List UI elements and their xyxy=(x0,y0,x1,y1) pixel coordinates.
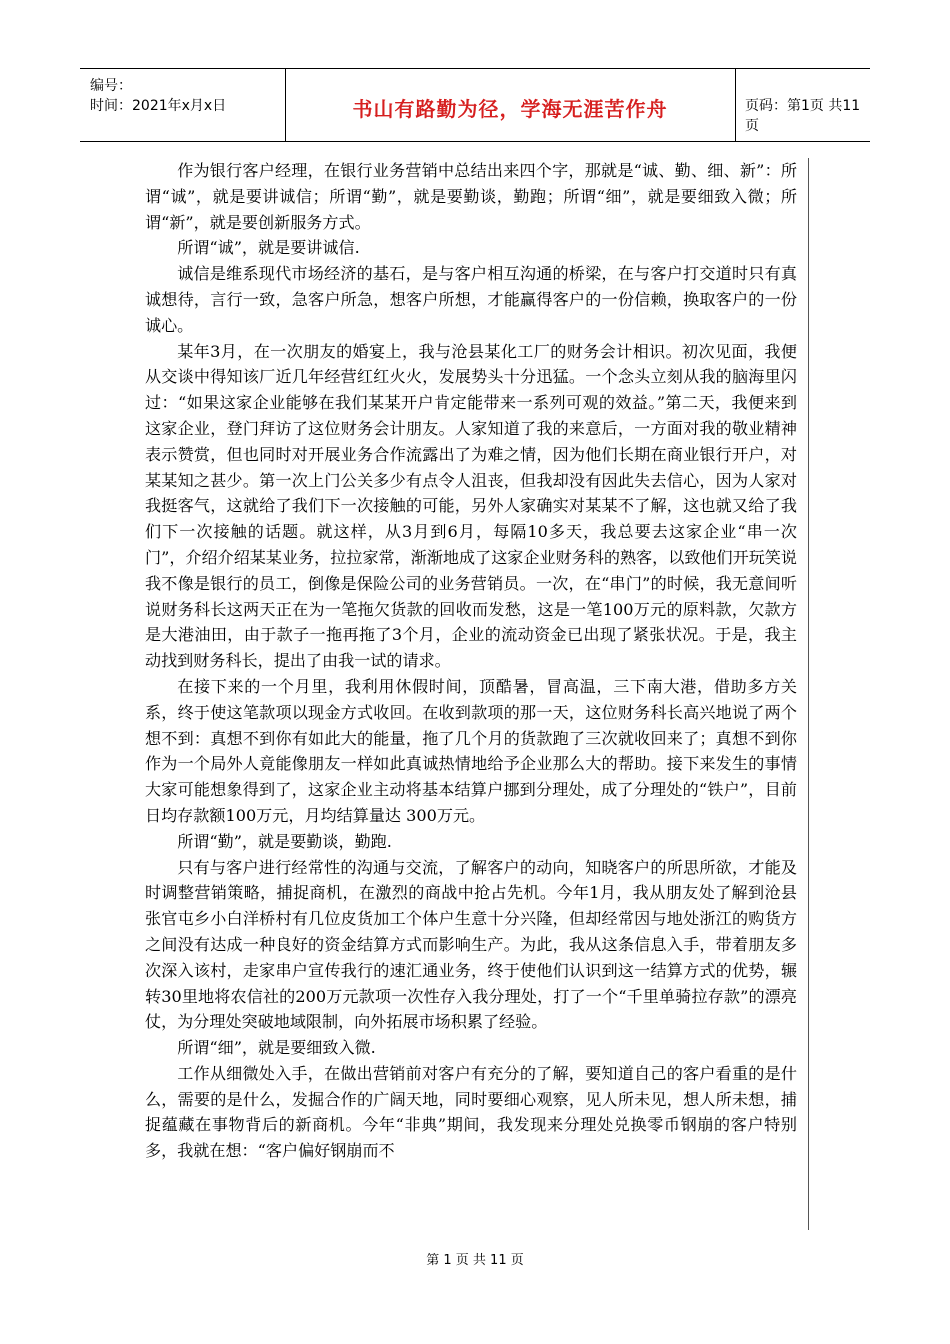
date-line: 时间：2021年x月x日 xyxy=(90,98,227,114)
page-info: 页码：第1页 共11页 xyxy=(745,98,861,134)
paragraph: 只有与客户进行经常性的沟通与交流，了解客户的动向，知晓客户的所思所欲，才能及时调整营销策略，捕捉商机，在激烈的商战中抢占先机。今年1月，我从朋友处了解到沧县张官屯乡小白洋桥村有几位皮货加工个体户生意十分兴隆，但却经常因与地处浙江的购货方之间没有达成一种良好的资金结算方式而影响生产。为此，我从这条信息入手，带着朋友多次深入该村，走家串户宣传我行的速汇通业务，终于使他们认识到这一结算方式的优势，辗转30里地将农信社的200万元款项一次性存入我分理处，打了一个“千里单骑拉存款”的漂亮仗，为分理处突破地域限制，向外拓展市场积累了经验。 xyxy=(145,857,797,1032)
paragraph: 作为银行客户经理，在银行业务营销中总结出来四个字，那就是“诚、勤、细、新”：所谓“诚”，就是要讲诚信；所谓“勤”，就是要勤谈，勤跑；所谓“细”，就是要细致入微；所谓“新”，就是要创新服务方式。 xyxy=(145,161,797,232)
section-heading: 所谓“细”，就是要细致入微. xyxy=(177,1038,376,1058)
paragraph: 工作从细微处入手，在做出营销前对客户有充分的了解，要知道自己的客户看重的是什么，需要的是什么，发掘合作的广阔天地，同时要细心观察，见人所未见，想人所未想，捕捉蕴藏在事物背后的新商机。今年“非典”期间，我发现来分理处兑换零币钢崩的客户特别多，我就在想：“客户偏好钢崩而不 xyxy=(145,1063,797,1161)
document-body xyxy=(145,158,797,1164)
number-label: 编号： xyxy=(90,78,132,94)
header-table xyxy=(80,68,870,142)
header-motto-cell xyxy=(285,69,736,141)
paragraph: 某年3月，在一次朋友的婚宴上，我与沧县某化工厂的财务会计相识。初次见面，我便从交谈中得知该厂近几年经营红红火火，发展势头十分迅猛。一个念头立刻从我的脑海里闪过：“如果这家企业能够在我们某某开户肯定能带来一系列可观的效益。”第二天，我便来到这家企业，登门拜访了这位财务会计朋友。人家知道了我的来意后，一方面对我的敬业精神表示赞赏，但也同时对开展业务合作流露出了为难之情，因为他们长期在商业银行开户，对某某知之甚少。第一次上门公关多少有点令人沮丧，但我却没有因此失去信心，因为人家对我挺客气，这就给了我们下一次接触的可能，另外人家确实对某某不了解，这也就又给了我们下一次接触的话题。就这样，从3月到6月，每隔10多天，我总要去这家企业“串一次门”，介绍介绍某某业务，拉拉家常，渐渐地成了这家企业财务科的熟客，以致他们开玩笑说我不像是银行的员工，倒像是保险公司的业务营销员。一次，在“串门”的时候，我无意间听说财务科长这两天正在为一笔拖欠货款的回收而发愁，这是一笔100万元的原料款，欠款方是大港油田，由于款子一拖再拖了3个月，企业的流动资金已出现了紧张状况。于是，我主动找到财务科长，提出了由我一试的请求。 xyxy=(145,341,797,671)
paragraph: 诚信是维系现代市场经济的基石，是与客户相互沟通的桥梁，在与客户打交道时只有真诚想待，言行一致，急客户所急，想客户所想，才能赢得客户的一份信赖，换取客户的一份诚心。 xyxy=(145,264,797,335)
paragraph: 在接下来的一个月里，我利用休假时间，顶酷暑，冒高温，三下南大港，借助多方关系，终于使这笔款项以现金方式收回。在收到款项的那一天，这位财务科长高兴地说了两个想不到：真想不到你有如此大的能量，拖了几个月的货款跑了三次就收回来了；真想不到你作为一个局外人竟能像朋友一样如此真诚热情地给予企业那么大的帮助。接下来发生的事情大家可能想象得到了，这家企业主动将基本结算户挪到分理处，成了分理处的“铁户”，目前日均存款额100万元，月均结算量达 300万元。 xyxy=(145,676,797,825)
header-meta-cell xyxy=(80,69,286,141)
page-footer: 第 1 页 共 11 页 xyxy=(426,1253,524,1268)
margin-line xyxy=(808,158,809,1230)
motto-text: 书山有路勤为径，学海无涯苦作舟 xyxy=(352,97,668,121)
section-heading: 所谓“勤”，就是要勤谈，勤跑. xyxy=(177,831,392,851)
section-heading: 所谓“诚”，就是要讲诚信. xyxy=(177,238,360,258)
